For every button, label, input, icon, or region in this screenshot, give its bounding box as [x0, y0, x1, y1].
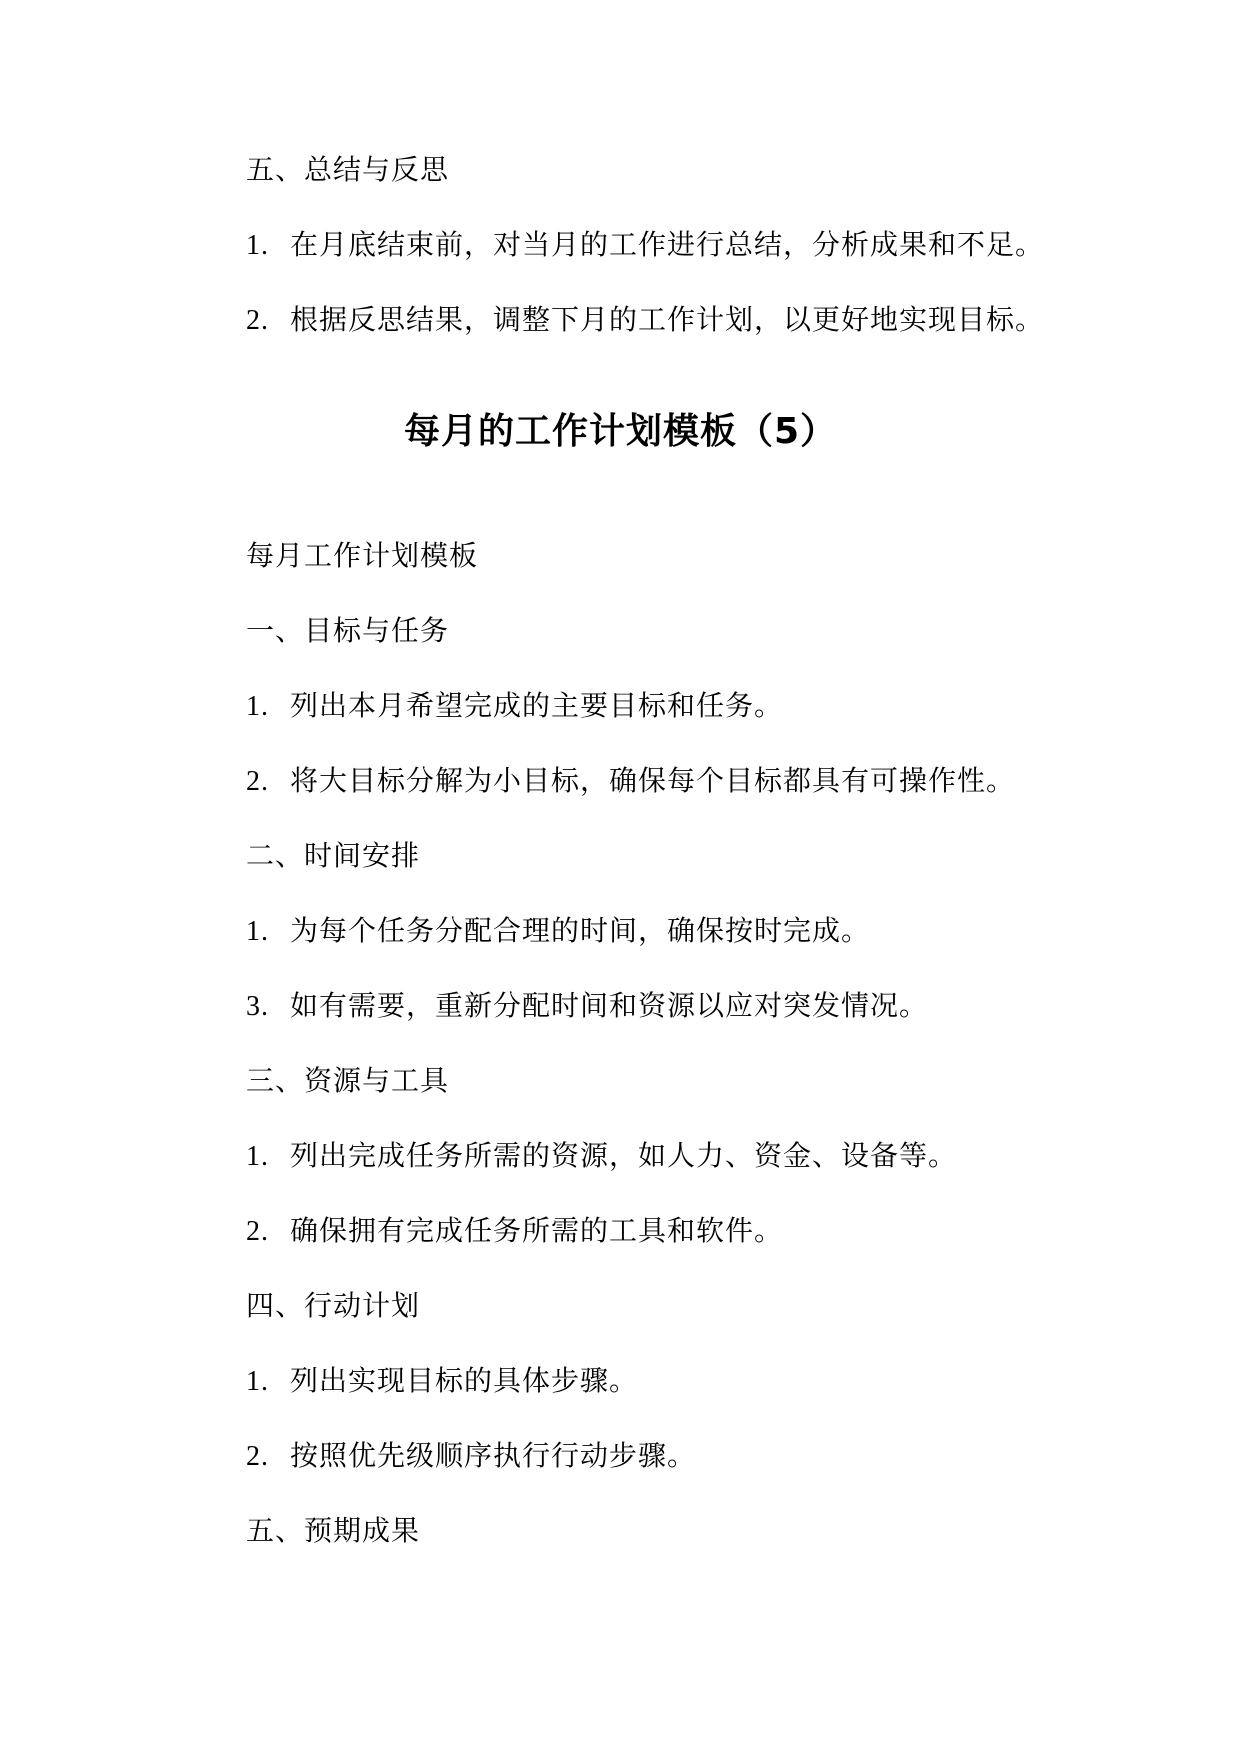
list-item-number: 3. — [246, 991, 269, 1022]
list-item-text: 将大目标分解为小目标，确保每个目标都具有可操作性。 — [290, 764, 1016, 797]
section-heading-resources: 三、资源与工具 — [246, 1064, 450, 1097]
list-item — [246, 1138, 957, 1175]
list-item-text: 列出完成任务所需的资源，如人力、资金、设备等。 — [290, 1139, 958, 1172]
list-item-number: 1. — [246, 916, 269, 947]
list-item-number: 1. — [246, 1366, 269, 1397]
list-item-text: 如有需要，重新分配时间和资源以应对突发情况。 — [290, 989, 929, 1022]
document-title: 每月的工作计划模板（5） — [403, 411, 838, 452]
section-heading-summary: 五、总结与反思 — [246, 153, 450, 186]
list-item-text: 列出实现目标的具体步骤。 — [290, 1364, 639, 1397]
list-item-text: 列出本月希望完成的主要目标和任务。 — [290, 689, 784, 722]
section-heading-action-plan: 四、行动计划 — [246, 1289, 421, 1322]
list-item-number: 1. — [246, 691, 269, 722]
list-item-text: 为每个任务分配合理的时间，确保按时完成。 — [290, 914, 871, 947]
list-item-number: 1. — [246, 230, 269, 261]
list-item-text: 在月底结束前，对当月的工作进行总结，分析成果和不足。 — [290, 228, 1045, 261]
list-item — [246, 1438, 696, 1475]
list-item — [246, 763, 1015, 800]
document-subtitle: 每月工作计划模板 — [246, 539, 479, 572]
list-item-text: 根据反思结果，调整下月的工作计划，以更好地实现目标。 — [290, 303, 1045, 336]
list-item-number: 2. — [246, 1216, 269, 1247]
list-item — [246, 302, 1044, 339]
list-item-number: 1. — [246, 1141, 269, 1172]
section-heading-schedule: 二、时间安排 — [246, 839, 421, 872]
list-item-number: 2. — [246, 305, 269, 336]
list-item — [246, 1213, 783, 1250]
section-heading-goals: 一、目标与任务 — [246, 614, 450, 647]
list-item — [246, 988, 928, 1025]
list-item — [246, 688, 783, 725]
list-item-text: 确保拥有完成任务所需的工具和软件。 — [290, 1214, 784, 1247]
list-item-number: 2. — [246, 1441, 269, 1472]
list-item-number: 2. — [246, 766, 269, 797]
list-item-text: 按照优先级顺序执行行动步骤。 — [290, 1439, 697, 1472]
list-item — [246, 227, 1044, 264]
list-item — [246, 1363, 638, 1400]
list-item — [246, 913, 870, 950]
section-heading-expected-results: 五、预期成果 — [246, 1514, 421, 1547]
